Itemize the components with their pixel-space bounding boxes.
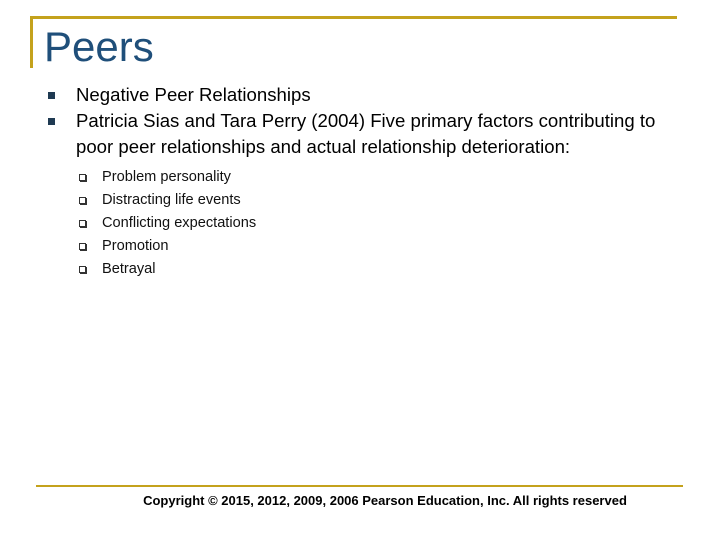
slide-title: Peers bbox=[44, 23, 154, 70]
sub-bullet-list bbox=[76, 166, 688, 281]
bullet-item-sias-perry bbox=[48, 108, 688, 281]
hollow-square-bullet-icon bbox=[79, 220, 86, 227]
sub-bullet-text: Betrayal bbox=[102, 261, 156, 277]
hollow-square-bullet-icon bbox=[79, 266, 86, 273]
sub-bullet-item bbox=[76, 235, 688, 258]
square-bullet-icon bbox=[48, 118, 55, 125]
sub-bullet-text: Distracting life events bbox=[102, 192, 241, 208]
sub-bullet-item bbox=[76, 189, 688, 212]
bullet-text: Negative Peer Relationships bbox=[76, 84, 311, 105]
title-top-rule bbox=[30, 16, 677, 19]
sub-bullet-item bbox=[76, 258, 688, 281]
bullet-text: Patricia Sias and Tara Perry (2004) Five primary factors contributing to poor peer relationships and actual relationship deterioration: bbox=[76, 110, 656, 157]
hollow-square-bullet-icon bbox=[79, 174, 86, 181]
square-bullet-icon bbox=[48, 92, 55, 99]
bullet-item-negative-peer-relationships bbox=[48, 82, 688, 108]
hollow-square-bullet-icon bbox=[79, 243, 86, 250]
sub-bullet-item bbox=[76, 212, 688, 235]
copyright-footer: Copyright © 2015, 2012, 2009, 2006 Pearson Education, Inc. All rights reserved bbox=[143, 493, 627, 508]
sub-bullet-text: Promotion bbox=[102, 238, 169, 254]
sub-bullet-text: Problem personality bbox=[102, 169, 231, 185]
bullet-list bbox=[48, 82, 688, 281]
footer-rule bbox=[36, 485, 683, 487]
sub-bullet-item bbox=[76, 166, 688, 189]
hollow-square-bullet-icon bbox=[79, 197, 86, 204]
sub-bullet-text: Conflicting expectations bbox=[102, 215, 257, 231]
title-left-rule bbox=[30, 16, 33, 68]
